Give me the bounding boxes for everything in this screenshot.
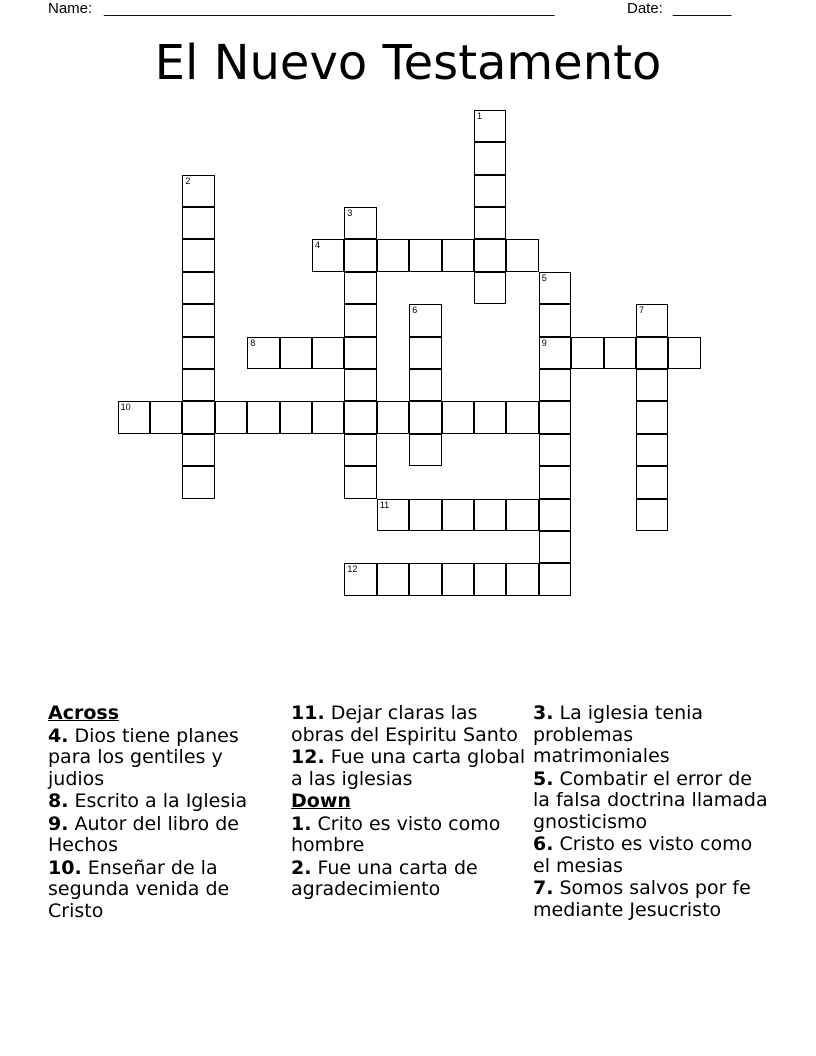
cell-number: 12 — [347, 564, 358, 575]
grid-cell[interactable] — [344, 401, 376, 433]
grid-cell[interactable] — [182, 304, 214, 336]
grid-cell[interactable] — [506, 499, 538, 531]
page-title: El Nuevo Testamento — [154, 35, 662, 91]
grid-cell[interactable] — [539, 434, 571, 466]
clue-down-7 — [533, 878, 768, 921]
grid-cell[interactable] — [344, 337, 376, 369]
grid-cell[interactable] — [409, 499, 441, 531]
grid-cell[interactable] — [668, 337, 700, 369]
grid-cell[interactable] — [474, 239, 506, 271]
clue-text: Autor del libro de Hechos — [48, 812, 239, 856]
clue-text: Enseñar de la segunda venida de Cristo — [48, 856, 230, 922]
cell-number: 8 — [250, 337, 256, 348]
grid-cell[interactable] — [182, 207, 214, 239]
grid-cell[interactable] — [247, 401, 279, 433]
grid-cell[interactable] — [442, 401, 474, 433]
grid-cell[interactable] — [539, 499, 571, 531]
cell-number: 10 — [120, 402, 131, 413]
date-blank: _______ — [673, 0, 732, 17]
grid-cell[interactable] — [377, 401, 409, 433]
name-label: Name: — [48, 0, 93, 17]
grid-cell[interactable] — [539, 369, 571, 401]
grid-cell[interactable] — [636, 337, 668, 369]
grid-cell[interactable] — [474, 272, 506, 304]
grid-cell[interactable] — [636, 499, 668, 531]
grid-cell[interactable] — [539, 531, 571, 563]
clue-column-1 — [48, 703, 283, 923]
grid-cell[interactable] — [474, 499, 506, 531]
clue-number: 7. — [533, 877, 554, 899]
across-heading: Across — [48, 702, 120, 724]
grid-cell[interactable] — [539, 337, 571, 369]
grid-cell[interactable] — [571, 337, 603, 369]
grid-cell[interactable] — [377, 499, 409, 531]
cell-number: 7 — [639, 305, 645, 316]
grid-cell[interactable] — [636, 304, 668, 336]
grid-cell[interactable] — [604, 337, 636, 369]
grid-cell[interactable] — [344, 434, 376, 466]
grid-cell[interactable] — [344, 563, 376, 595]
grid-cell[interactable] — [150, 401, 182, 433]
clue-column-3 — [533, 703, 768, 922]
grid-cell[interactable] — [636, 401, 668, 433]
grid-cell[interactable] — [474, 175, 506, 207]
grid-cell[interactable] — [344, 466, 376, 498]
grid-cell[interactable] — [539, 466, 571, 498]
clue-number: 1. — [291, 812, 312, 835]
grid-cell[interactable] — [474, 563, 506, 595]
cell-number: 1 — [477, 110, 483, 121]
down-heading: Down — [291, 790, 351, 812]
grid-cell[interactable] — [182, 401, 214, 433]
grid-cell[interactable] — [182, 272, 214, 304]
grid-cell[interactable] — [182, 175, 214, 207]
date-label: Date: — [627, 0, 663, 17]
grid-cell[interactable] — [474, 401, 506, 433]
clue-text: Fue una carta global a las iglesias — [291, 746, 526, 790]
clue-down-5 — [533, 769, 768, 834]
grid-cell[interactable] — [182, 434, 214, 466]
clue-number: 9. — [48, 812, 69, 835]
clue-text: Combatir el error de la falsa doctrina llamada gnosticismo — [533, 767, 768, 833]
grid-cell[interactable] — [182, 239, 214, 271]
clue-number: 5. — [533, 767, 554, 790]
grid-cell[interactable] — [280, 337, 312, 369]
clue-across-8 — [48, 791, 283, 813]
clue-down-6 — [533, 834, 768, 877]
clue-text: Somos salvos por fe mediante Jesucristo — [533, 877, 751, 921]
clue-text: Dios tiene planes para los gentiles y judios — [48, 724, 239, 790]
cell-number: 3 — [347, 208, 353, 218]
clue-text: Fue una carta de agradecimiento — [291, 856, 478, 900]
clue-number: 11. — [291, 702, 325, 724]
grid-cell[interactable] — [182, 369, 214, 401]
clue-number: 6. — [533, 833, 554, 855]
grid-cell[interactable] — [344, 207, 376, 239]
grid-cell[interactable] — [409, 337, 441, 369]
cell-number: 5 — [541, 272, 547, 283]
clue-across-10 — [48, 858, 283, 923]
clue-number: 10. — [48, 856, 82, 879]
cell-number: 9 — [541, 337, 547, 348]
grid-cell[interactable] — [312, 337, 344, 369]
cell-number: 4 — [315, 240, 321, 251]
grid-cell[interactable] — [636, 369, 668, 401]
grid-cell[interactable] — [409, 304, 441, 336]
grid-cell[interactable] — [344, 369, 376, 401]
grid-cell[interactable] — [409, 563, 441, 595]
clue-across-11 — [291, 703, 526, 746]
grid-cell[interactable] — [474, 142, 506, 174]
clue-text: Cristo es visto como el mesias — [533, 833, 753, 877]
grid-cell[interactable] — [636, 434, 668, 466]
grid-cell[interactable] — [409, 434, 441, 466]
clue-number: 2. — [291, 856, 312, 879]
grid-cell[interactable] — [539, 563, 571, 595]
cell-number: 2 — [185, 175, 191, 186]
clue-column-2 — [291, 703, 526, 902]
grid-cell[interactable] — [539, 401, 571, 433]
grid-cell[interactable] — [474, 207, 506, 239]
clue-across-12 — [291, 747, 526, 790]
grid-cell[interactable] — [636, 466, 668, 498]
grid-cell[interactable] — [409, 369, 441, 401]
grid-cell[interactable] — [312, 239, 344, 271]
clue-number: 4. — [48, 724, 69, 747]
grid-cell[interactable] — [506, 401, 538, 433]
grid-cell[interactable] — [344, 304, 376, 336]
clue-across-4 — [48, 726, 283, 791]
clue-number: 3. — [533, 702, 554, 724]
grid-cell[interactable] — [506, 563, 538, 595]
grid-cell[interactable] — [409, 239, 441, 271]
cell-number: 11 — [379, 499, 390, 510]
clue-number: 12. — [291, 746, 325, 768]
grid-cell[interactable] — [377, 563, 409, 595]
grid-cell[interactable] — [344, 239, 376, 271]
grid-cell[interactable] — [506, 239, 538, 271]
grid-cell[interactable] — [474, 110, 506, 142]
grid-cell[interactable] — [539, 304, 571, 336]
clue-number: 8. — [48, 790, 69, 812]
grid-cell[interactable] — [312, 401, 344, 433]
grid-cell[interactable] — [344, 272, 376, 304]
name-blank: ______________________________________________________ — [104, 0, 555, 17]
grid-cell[interactable] — [442, 239, 474, 271]
grid-cell[interactable] — [182, 466, 214, 498]
grid-cell[interactable] — [280, 401, 312, 433]
grid-cell[interactable] — [409, 401, 441, 433]
grid-cell[interactable] — [182, 337, 214, 369]
clue-text: Crito es visto como hombre — [291, 812, 501, 856]
grid-cell[interactable] — [539, 272, 571, 304]
cell-number: 6 — [412, 305, 418, 316]
grid-cell[interactable] — [215, 401, 247, 433]
grid-cell[interactable] — [442, 563, 474, 595]
clue-text: Escrito a la Iglesia — [74, 790, 248, 812]
clue-down-2 — [291, 858, 526, 901]
grid-cell[interactable] — [442, 499, 474, 531]
grid-cell[interactable] — [247, 337, 279, 369]
clue-down-3 — [533, 703, 768, 768]
clue-text: Dejar claras las obras del Espiritu Santo — [291, 702, 518, 746]
grid-cell[interactable] — [377, 239, 409, 271]
clue-across-9 — [48, 814, 283, 857]
clue-text: La iglesia tenia problemas matrimoniales — [533, 702, 704, 767]
clue-down-1 — [291, 814, 526, 857]
grid-cell[interactable] — [118, 401, 150, 433]
